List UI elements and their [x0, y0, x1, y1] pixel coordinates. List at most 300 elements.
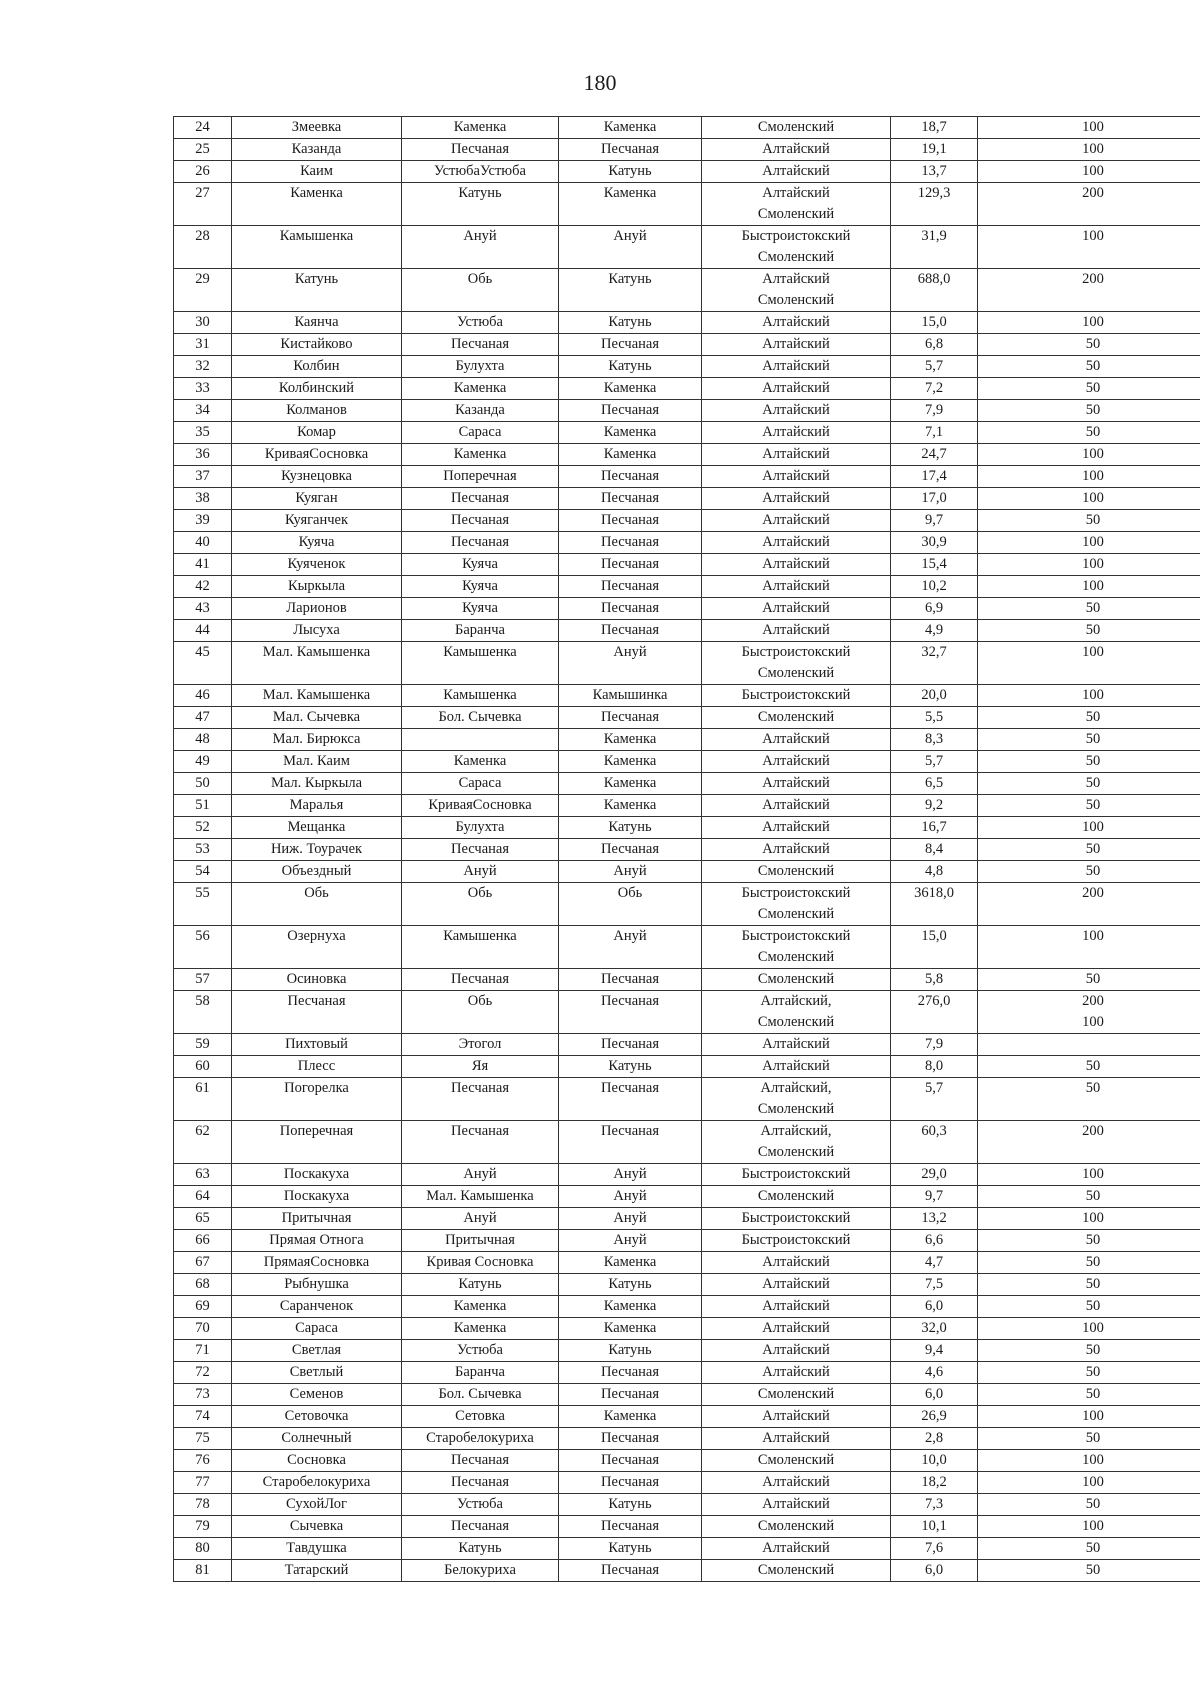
district-line: Быстроистокский [741, 644, 851, 660]
basin-text: Каменка [603, 424, 657, 440]
row-number-text: 41 [195, 556, 210, 572]
row-number-cell [174, 707, 232, 729]
district-line: Алтайский [762, 468, 830, 484]
table-row [174, 1494, 1200, 1516]
basin-cell [559, 1428, 702, 1450]
basin-text: Ануй [613, 928, 647, 944]
basin-text: Каменка [603, 1408, 657, 1424]
district-cell [702, 1450, 891, 1472]
row-number-cell [174, 729, 232, 751]
basin-cell [559, 861, 702, 883]
flows-into-text: Песчаная [450, 1474, 509, 1490]
river-name-text: Куяча [298, 534, 335, 550]
table-row [174, 510, 1200, 532]
basin-cell [559, 444, 702, 466]
zone-width-cell [978, 1296, 1200, 1318]
row-number-text: 67 [195, 1254, 210, 1270]
length-cell [891, 861, 978, 883]
flows-into-text: Песчаная [450, 1080, 509, 1096]
district-line: Алтайский [762, 1430, 830, 1446]
district-line: Смоленский [757, 1144, 835, 1160]
basin-text: Ануй [613, 863, 647, 879]
length-cell [891, 466, 978, 488]
district-line: Алтайский [762, 775, 830, 791]
row-number-cell [174, 334, 232, 356]
row-number-cell [174, 685, 232, 707]
zone-width-cell [978, 1362, 1200, 1384]
basin-text: Песчаная [600, 709, 659, 725]
length-text: 30,9 [921, 534, 947, 550]
zone-width-line: 100 [1082, 141, 1104, 157]
flows-into-text: Белокуриха [444, 1562, 516, 1578]
basin-cell [559, 839, 702, 861]
district-cell [702, 751, 891, 773]
basin-cell [559, 334, 702, 356]
length-cell [891, 1078, 978, 1121]
table-row [174, 795, 1200, 817]
flows-into-text: Камышенка [443, 644, 517, 660]
flows-into-text: Катунь [458, 1276, 502, 1292]
flows-into-cell [402, 1034, 559, 1056]
table-row [174, 969, 1200, 991]
district-cell [702, 707, 891, 729]
district-line: Алтайский [762, 1254, 830, 1270]
flows-into-cell [402, 1560, 559, 1582]
row-number-text: 66 [195, 1232, 210, 1248]
length-cell [891, 1186, 978, 1208]
table-row [174, 117, 1200, 139]
district-line: Алтайский [762, 1364, 830, 1380]
flows-into-text: Ануй [463, 1166, 497, 1182]
river-name-text: Куяган [295, 490, 338, 506]
zone-width-line: 100 [1082, 1014, 1104, 1030]
district-cell [702, 532, 891, 554]
district-cell [702, 510, 891, 532]
table-row [174, 642, 1200, 685]
flows-into-text: Ануй [463, 228, 497, 244]
river-name-text: Солнечный [281, 1430, 352, 1446]
river-name-cell [232, 1538, 402, 1560]
river-name-text: Кистайково [280, 336, 353, 352]
zone-width-cell [978, 839, 1200, 861]
length-text: 6,5 [924, 775, 944, 791]
river-name-text: Мал. Сычевка [272, 709, 361, 725]
district-line: Смоленский [757, 665, 835, 681]
row-number-cell [174, 1078, 232, 1121]
zone-width-cell [978, 269, 1200, 312]
table-row [174, 444, 1200, 466]
rivers-table [173, 116, 1200, 1582]
zone-width-line: 200 [1082, 185, 1104, 201]
district-line: Смоленский [757, 709, 835, 725]
zone-width-line: 50 [1085, 402, 1101, 418]
river-name-cell [232, 883, 402, 926]
zone-width-line: 50 [1085, 797, 1101, 813]
length-text: 26,9 [921, 1408, 947, 1424]
table-row [174, 751, 1200, 773]
basin-text: Песчаная [600, 1123, 659, 1139]
river-name-cell [232, 773, 402, 795]
length-cell [891, 642, 978, 685]
zone-width-line: 100 [1082, 163, 1104, 179]
table-row [174, 554, 1200, 576]
river-name-cell [232, 1274, 402, 1296]
table-row [174, 334, 1200, 356]
river-name-cell [232, 532, 402, 554]
basin-text: Каменка [603, 1298, 657, 1314]
river-name-text: Сосновка [287, 1452, 346, 1468]
row-number-cell [174, 1296, 232, 1318]
district-cell [702, 356, 891, 378]
flows-into-text: Устюба [457, 1342, 503, 1358]
flows-into-text: Каменка [453, 446, 507, 462]
zone-width-cell [978, 161, 1200, 183]
district-cell [702, 400, 891, 422]
zone-width-cell [978, 466, 1200, 488]
river-name-text: Камышенка [279, 228, 354, 244]
zone-width-line: 50 [1085, 1276, 1101, 1292]
length-cell [891, 1494, 978, 1516]
row-number-text: 70 [195, 1320, 210, 1336]
river-name-cell [232, 1078, 402, 1121]
length-cell [891, 161, 978, 183]
river-name-cell [232, 1186, 402, 1208]
flows-into-text: Баранча [455, 622, 505, 638]
row-number-text: 49 [195, 753, 210, 769]
flows-into-text: Песчаная [450, 1123, 509, 1139]
zone-width-line: 100 [1082, 490, 1104, 506]
flows-into-cell [402, 1318, 559, 1340]
zone-width-line: 100 [1082, 1320, 1104, 1336]
table-row [174, 1428, 1200, 1450]
river-name-cell [232, 620, 402, 642]
zone-width-line: 50 [1085, 971, 1101, 987]
row-number-cell [174, 532, 232, 554]
flows-into-cell [402, 620, 559, 642]
flows-into-text: Бол. Сычевка [438, 1386, 522, 1402]
zone-width-line: 50 [1085, 380, 1101, 396]
table-row [174, 1056, 1200, 1078]
basin-cell [559, 226, 702, 269]
length-text: 9,2 [924, 797, 944, 813]
flows-into-cell [402, 1428, 559, 1450]
flows-into-text: Песчаная [450, 534, 509, 550]
river-name-cell [232, 1252, 402, 1274]
district-line: Алтайский [762, 797, 830, 813]
district-cell [702, 1252, 891, 1274]
district-cell [702, 773, 891, 795]
district-line: Быстроистокский [741, 1232, 851, 1248]
basin-text: Ануй [613, 228, 647, 244]
basin-cell [559, 1340, 702, 1362]
basin-text: Песчаная [600, 1386, 659, 1402]
row-number-cell [174, 1056, 232, 1078]
river-name-cell [232, 334, 402, 356]
district-cell [702, 1034, 891, 1056]
length-cell [891, 1318, 978, 1340]
district-line: Смоленский [757, 949, 835, 965]
zone-width-line: 100 [1082, 687, 1104, 703]
flows-into-text: Каменка [453, 1320, 507, 1336]
length-text: 6,9 [924, 600, 944, 616]
district-line: Алтайский [762, 753, 830, 769]
row-number-cell [174, 1494, 232, 1516]
basin-text: Песчаная [600, 1474, 659, 1490]
district-line: Смоленский [757, 1386, 835, 1402]
zone-width-line: 100 [1082, 1408, 1104, 1424]
flows-into-text: Яя [471, 1058, 489, 1074]
row-number-text: 79 [195, 1518, 210, 1534]
table-row [174, 183, 1200, 226]
flows-into-cell [402, 1538, 559, 1560]
zone-width-cell [978, 1318, 1200, 1340]
basin-text: Ануй [613, 1188, 647, 1204]
basin-cell [559, 707, 702, 729]
zone-width-line: 50 [1085, 709, 1101, 725]
flows-into-text: Куяча [462, 578, 498, 594]
district-line: Быстроистокский [741, 1166, 851, 1182]
river-name-text: Поскакуха [283, 1188, 350, 1204]
flows-into-text: Устюба [457, 314, 503, 330]
flows-into-cell [402, 117, 559, 139]
length-text: 19,1 [921, 141, 947, 157]
basin-cell [559, 1450, 702, 1472]
row-number-text: 26 [195, 163, 210, 179]
row-number-text: 25 [195, 141, 210, 157]
row-number-text: 57 [195, 971, 210, 987]
length-cell [891, 1252, 978, 1274]
length-cell [891, 488, 978, 510]
zone-width-line: 100 [1082, 1452, 1104, 1468]
district-line: Алтайский [762, 1408, 830, 1424]
district-cell [702, 488, 891, 510]
flows-into-cell [402, 1362, 559, 1384]
zone-width-cell [978, 312, 1200, 334]
table-row [174, 1516, 1200, 1538]
zone-width-line: 50 [1085, 336, 1101, 352]
district-cell [702, 1340, 891, 1362]
district-cell [702, 269, 891, 312]
basin-text: Песчаная [600, 336, 659, 352]
row-number-text: 30 [195, 314, 210, 330]
district-cell [702, 642, 891, 685]
flows-into-text: Обь [467, 993, 493, 1009]
zone-width-line: 100 [1082, 119, 1104, 135]
district-line: Смоленский [757, 1518, 835, 1534]
zone-width-cell [978, 1121, 1200, 1164]
flows-into-text: Поперечная [443, 468, 517, 484]
row-number-text: 59 [195, 1036, 210, 1052]
river-name-text: КриваяСосновка [264, 446, 369, 462]
length-cell [891, 1472, 978, 1494]
river-name-text: Мал. Бирюкса [272, 731, 361, 747]
length-text: 4,6 [924, 1364, 944, 1380]
length-cell [891, 576, 978, 598]
table-row [174, 269, 1200, 312]
row-number-text: 62 [195, 1123, 210, 1139]
basin-cell [559, 488, 702, 510]
zone-width-cell [978, 926, 1200, 969]
flows-into-cell [402, 926, 559, 969]
length-text: 688,0 [917, 271, 951, 287]
row-number-cell [174, 969, 232, 991]
row-number-text: 35 [195, 424, 210, 440]
table-row [174, 161, 1200, 183]
zone-width-line: 50 [1085, 1496, 1101, 1512]
zone-width-line: 100 [1082, 534, 1104, 550]
basin-text: Ануй [613, 644, 647, 660]
flows-into-text: КриваяСосновка [428, 797, 532, 813]
row-number-text: 48 [195, 731, 210, 747]
river-name-cell [232, 707, 402, 729]
length-text: 7,6 [924, 1540, 944, 1556]
district-line: Смоленский [757, 971, 835, 987]
length-text: 5,7 [924, 753, 944, 769]
river-name-text: Мещанка [287, 819, 346, 835]
zone-width-cell [978, 510, 1200, 532]
zone-width-cell [978, 1538, 1200, 1560]
zone-width-line: 100 [1082, 1210, 1104, 1226]
table-row [174, 1186, 1200, 1208]
river-name-cell [232, 1384, 402, 1406]
length-text: 17,4 [921, 468, 947, 484]
flows-into-cell [402, 1450, 559, 1472]
length-text: 32,0 [921, 1320, 947, 1336]
basin-cell [559, 1252, 702, 1274]
zone-width-line: 100 [1082, 1166, 1104, 1182]
river-name-text: Куяганчек [284, 512, 349, 528]
row-number-text: 40 [195, 534, 210, 550]
zone-width-line: 50 [1085, 1540, 1101, 1556]
flows-into-cell [402, 1516, 559, 1538]
row-number-cell [174, 1186, 232, 1208]
river-name-text: Объездный [281, 863, 352, 879]
table-row [174, 378, 1200, 400]
basin-text: Каменка [603, 775, 657, 791]
river-name-text: Мал. Кыркыла [270, 775, 363, 791]
row-number-cell [174, 1318, 232, 1340]
flows-into-text: Каменка [453, 1298, 507, 1314]
river-name-text: Поперечная [279, 1123, 354, 1139]
district-cell [702, 334, 891, 356]
row-number-cell [174, 1208, 232, 1230]
district-cell [702, 1428, 891, 1450]
river-name-cell [232, 1362, 402, 1384]
flows-into-cell [402, 1406, 559, 1428]
table-row [174, 1078, 1200, 1121]
zone-width-cell [978, 117, 1200, 139]
basin-text: Катунь [608, 1058, 652, 1074]
basin-text: Катунь [608, 358, 652, 374]
row-number-cell [174, 422, 232, 444]
row-number-text: 71 [195, 1342, 210, 1358]
length-cell [891, 751, 978, 773]
basin-text: Катунь [608, 163, 652, 179]
table-row [174, 1362, 1200, 1384]
river-name-cell [232, 991, 402, 1034]
basin-cell [559, 1362, 702, 1384]
flows-into-cell [402, 839, 559, 861]
row-number-cell [174, 1274, 232, 1296]
zone-width-line: 100 [1082, 819, 1104, 835]
river-name-text: Сетовочка [284, 1408, 349, 1424]
row-number-cell [174, 1252, 232, 1274]
length-cell [891, 269, 978, 312]
basin-text: Катунь [608, 1540, 652, 1556]
length-text: 31,9 [921, 228, 947, 244]
basin-text: Песчаная [600, 468, 659, 484]
flows-into-text: Притычная [445, 1232, 515, 1248]
row-number-text: 56 [195, 928, 210, 944]
basin-text: Песчаная [600, 622, 659, 638]
district-cell [702, 1318, 891, 1340]
length-cell [891, 1538, 978, 1560]
district-line: Алтайский, [760, 1080, 832, 1096]
row-number-text: 36 [195, 446, 210, 462]
river-name-text: Лысуха [293, 622, 340, 638]
length-text: 7,3 [924, 1496, 944, 1512]
river-name-text: Погорелка [284, 1080, 349, 1096]
zone-width-line: 200 [1082, 993, 1104, 1009]
district-line: Алтайский [762, 1474, 830, 1490]
district-cell [702, 422, 891, 444]
river-name-cell [232, 1056, 402, 1078]
flows-into-text: Песчаная [450, 971, 509, 987]
table-row [174, 620, 1200, 642]
row-number-text: 29 [195, 271, 210, 287]
flows-into-text: Булухта [455, 819, 505, 835]
table-row [174, 991, 1200, 1034]
zone-width-line: 100 [1082, 556, 1104, 572]
length-text: 32,7 [921, 644, 947, 660]
river-name-cell [232, 466, 402, 488]
river-name-text: Ларионов [286, 600, 347, 616]
table-row [174, 817, 1200, 839]
table-row [174, 576, 1200, 598]
zone-width-cell [978, 1340, 1200, 1362]
district-line: Алтайский [762, 819, 830, 835]
flows-into-cell [402, 1164, 559, 1186]
length-text: 3618,0 [914, 885, 954, 901]
river-name-cell [232, 1121, 402, 1164]
zone-width-cell [978, 183, 1200, 226]
length-cell [891, 926, 978, 969]
district-line: Смоленский [757, 119, 835, 135]
length-cell [891, 883, 978, 926]
row-number-cell [174, 1472, 232, 1494]
row-number-cell [174, 226, 232, 269]
row-number-cell [174, 1230, 232, 1252]
district-cell [702, 620, 891, 642]
flows-into-text: Песчаная [450, 1452, 509, 1468]
district-line: Смоленский [757, 292, 835, 308]
flows-into-cell [402, 554, 559, 576]
row-number-cell [174, 1560, 232, 1582]
basin-text: Песчаная [600, 556, 659, 572]
length-cell [891, 991, 978, 1034]
length-text: 9,7 [924, 1188, 944, 1204]
river-name-text: Мал. Каим [283, 753, 350, 769]
flows-into-cell [402, 312, 559, 334]
basin-text: Каменка [603, 1320, 657, 1336]
river-name-cell [232, 488, 402, 510]
district-line: Алтайский, [760, 1123, 832, 1139]
district-cell [702, 1494, 891, 1516]
zone-width-cell [978, 226, 1200, 269]
river-name-cell [232, 269, 402, 312]
zone-width-cell [978, 1450, 1200, 1472]
row-number-cell [174, 139, 232, 161]
